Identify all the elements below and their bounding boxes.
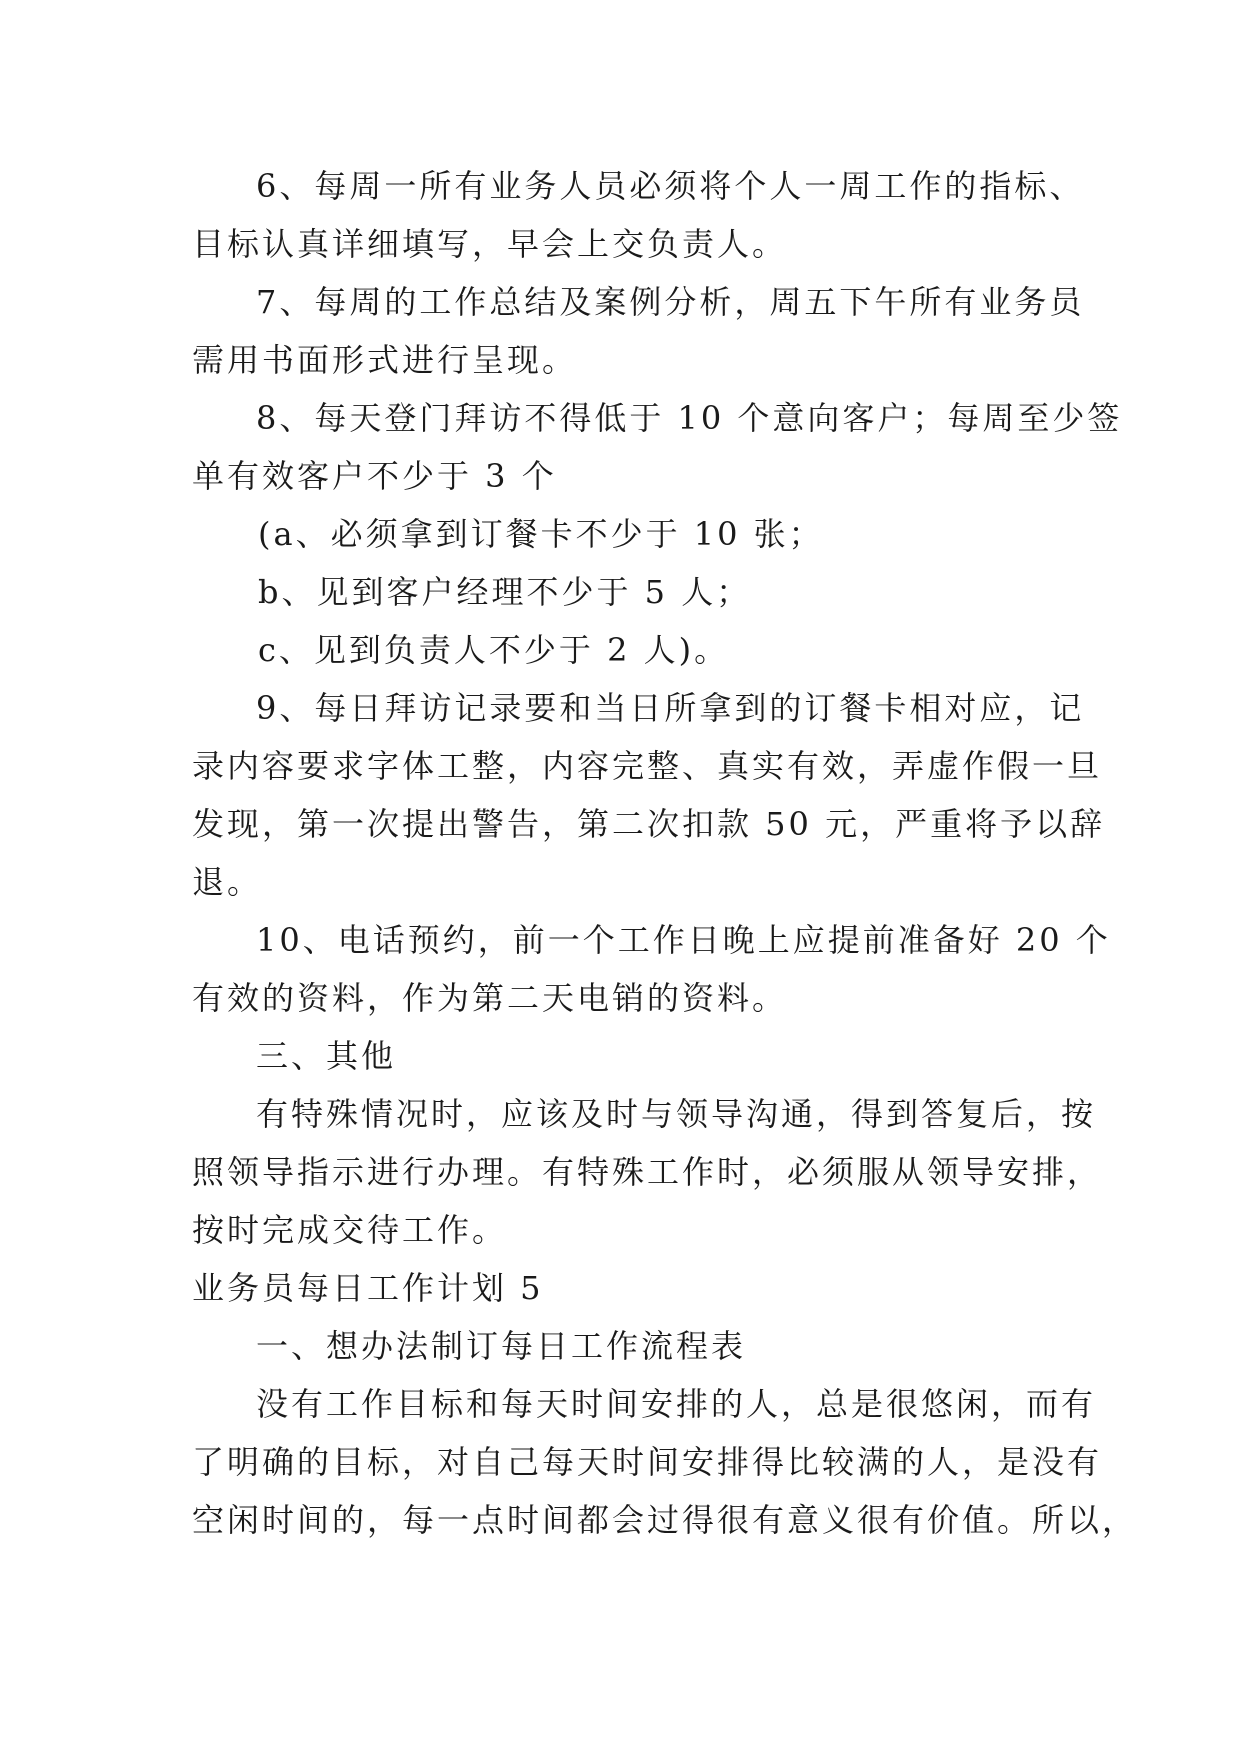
paragraph-line: c、见到负责人不少于 2 人)。 [258,631,730,669]
paragraph-line: 需用书面形式进行呈现。 [192,341,578,379]
paragraph-line: b、见到客户经理不少于 5 人； [258,573,752,611]
paragraph-line: 没有工作目标和每天时间安排的人，总是很悠闲，而有 [256,1385,1097,1423]
paragraph-line: 按时完成交待工作。 [192,1211,508,1249]
paragraph-line: 退。 [192,863,263,901]
paragraph-line: 10、电话预约，前一个工作日晚上应提前准备好 20 个 [256,921,1111,959]
paragraph-line: 照领导指示进行办理。有特殊工作时，必须服从领导安排， [192,1153,1103,1191]
paragraph-line: 6、每周一所有业务人员必须将个人一周工作的指标、 [256,167,1085,205]
section-heading: 一、想办法制订每日工作流程表 [256,1327,747,1365]
paragraph-line: 空闲时间的，每一点时间都会过得很有意义很有价值。所以， [192,1501,1138,1539]
paragraph-line: 了明确的目标，对自己每天时间安排得比较满的人，是没有 [192,1443,1103,1481]
paragraph-line: 7、每周的工作总结及案例分析，周五下午所有业务员 [256,283,1085,321]
document-title: 业务员每日工作计划 5 [192,1269,544,1307]
paragraph-line: 8、每天登门拜访不得低于 10 个意向客户；每周至少签 [256,399,1123,437]
paragraph-line: 9、每日拜访记录要和当日所拿到的订餐卡相对应，记 [256,689,1085,727]
paragraph-line: 单有效客户不少于 3 个 [192,457,557,495]
paragraph-line: (a、必须拿到订餐卡不少于 10 张； [258,515,824,553]
section-heading: 三、其他 [256,1037,397,1075]
paragraph-line: 有效的资料，作为第二天电销的资料。 [192,979,788,1017]
paragraph-line: 目标认真详细填写，早会上交负责人。 [192,225,788,263]
paragraph-line: 有特殊情况时，应该及时与领导沟通，得到答复后，按 [256,1095,1097,1133]
paragraph-line: 录内容要求字体工整，内容完整、真实有效，弄虚作假一旦 [192,747,1103,785]
paragraph-line: 发现，第一次提出警告，第二次扣款 50 元，严重将予以辞 [192,805,1106,843]
